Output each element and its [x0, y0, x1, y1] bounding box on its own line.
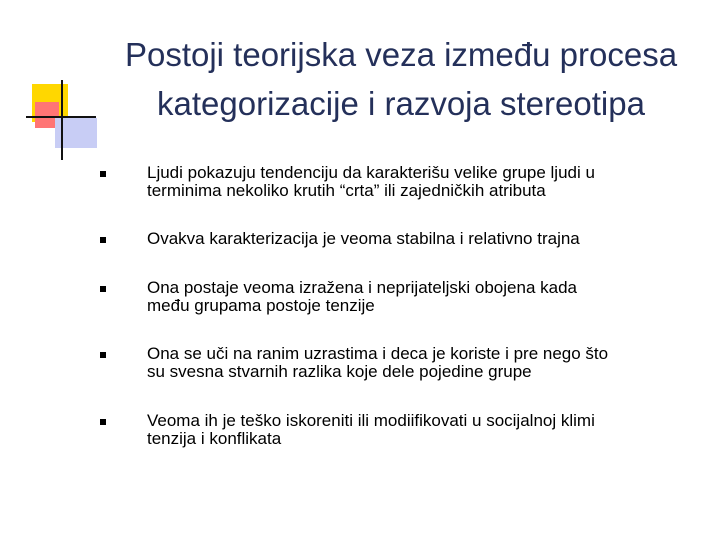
bullet-line: tenzija i konflikata: [147, 429, 282, 448]
title-line-2: kategorizacije i razvoja stereotipa: [157, 85, 645, 122]
bullet-text: [147, 412, 707, 448]
bullet-line: Ovakva karakterizacija je veoma stabilna i relativno trajna: [147, 229, 580, 248]
bullet-marker-icon: [100, 419, 106, 425]
slide-title: [96, 30, 706, 128]
bullet-line: Ona postaje veoma izražena i neprijateljski obojena kada: [147, 278, 577, 297]
bullet-line: su svesna stvarnih razlika koje dele pojedine grupe: [147, 362, 532, 381]
bullet-marker-icon: [100, 352, 106, 358]
bullet-line: među grupama postoje tenzije: [147, 296, 375, 315]
bullet-line: terminima nekoliko krutih “crta” ili zajedničkih atributa: [147, 181, 546, 200]
bullet-text: [147, 279, 707, 315]
bullet-line: Ona se uči na ranim uzrastima i deca je koriste i pre nego što: [147, 344, 609, 363]
bullet-text: [147, 345, 707, 381]
bullet-text: [147, 164, 707, 200]
title-line-1: Postoji teorijska veza između procesa: [124, 36, 678, 73]
bullet-line: Ljudi pokazuju tendenciju da karakterišu velike grupe ljudi u: [147, 163, 595, 182]
decor-vertical-line: [61, 80, 63, 160]
bullet-line: Veoma ih je teško iskoreniti ili modiifikovati u socijalnoj klimi: [147, 411, 595, 430]
bullet-text: [147, 230, 707, 248]
decor-horizontal-line: [26, 116, 96, 118]
bullet-marker-icon: [100, 286, 106, 292]
bullet-marker-icon: [100, 171, 106, 177]
bullet-marker-icon: [100, 237, 106, 243]
